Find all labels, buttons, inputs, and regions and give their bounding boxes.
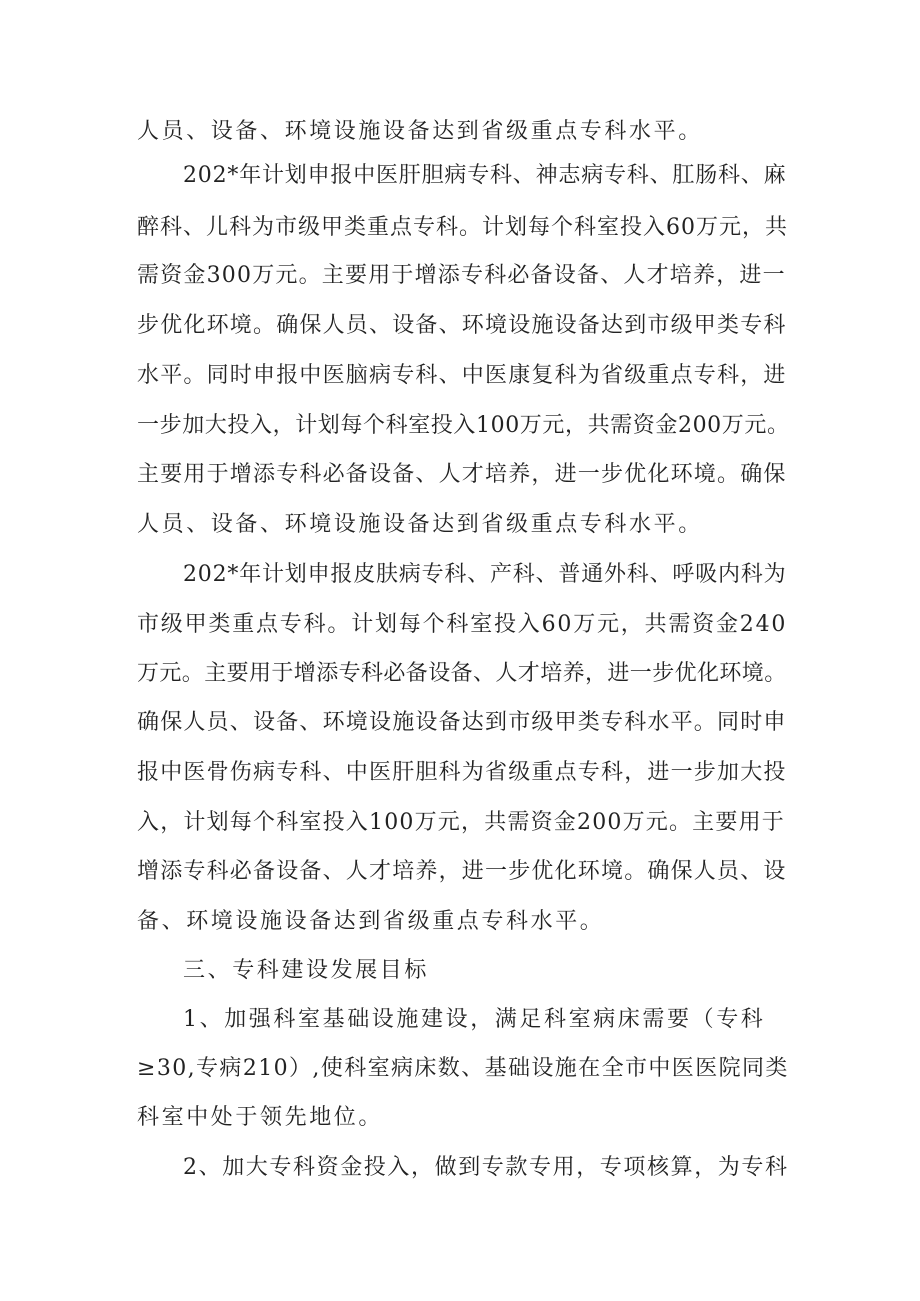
text-line: 人员、设备、环境设施设备达到省级重点专科水平。 (137, 512, 703, 537)
section-heading: 三、专科建设发展目标 (183, 958, 430, 983)
text-line: 报中医骨伤病专科、中医肝胆科为省级重点专科，进一步加大投 (137, 760, 787, 785)
text-line: 确保人员、设备、环境设施设备达到市级甲类专科水平。同时申 (137, 710, 787, 735)
text-line: 步优化环境。确保人员、设备、环境设施设备达到市级甲类专科 (137, 313, 787, 338)
text-line: 主要用于增添专科必备设备、人才培养，进一步优化环境。确保 (137, 462, 787, 487)
text-line: 醉科、儿科为市级甲类重点专科。计划每个科室投入60万元，共 (137, 215, 788, 240)
text-line: 备、环境设施设备达到省级重点专科水平。 (137, 909, 605, 934)
text-line: ≥30,专病210）,使科室病床数、基础设施在全市中医医院同类 (137, 1056, 789, 1081)
text-line: 科室中处于领先地位。 (137, 1105, 384, 1130)
text-line: 1、加强科室基础设施建设，满足科室病床需要（专科 (183, 1007, 766, 1032)
text-line: 人员、设备、环境设施设备达到省级重点专科水平。 (137, 119, 703, 144)
text-line: 一步加大投入，计划每个科室投入100万元，共需资金200万元。 (137, 413, 790, 438)
text-line: 增添专科必备设备、人才培养，进一步优化环境。确保人员、设 (137, 859, 787, 884)
text-line: 2、加大专科资金投入，做到专款专用，专项核算，为专科 (183, 1155, 789, 1180)
text-line: 需资金300万元。主要用于增添专科必备设备、人才培养，进一 (137, 263, 786, 288)
text-line: 202*年计划申报中医肝胆病专科、神志病专科、肛肠科、麻 (183, 163, 787, 188)
text-line: 入，计划每个科室投入100万元，共需资金200万元。主要用于 (137, 810, 785, 835)
text-line: 水平。同时申报中医脑病专科、中医康复科为省级重点专科，进 (137, 363, 787, 388)
text-line: 202*年计划申报皮肤病专科、产科、普通外科、呼吸内科为 (183, 562, 787, 587)
text-line: 市级甲类重点专科。计划每个科室投入60万元，共需资金240 (137, 612, 788, 637)
text-line: 万元。主要用于增添专科必备设备、人才培养，进一步优化环境。 (137, 661, 787, 686)
